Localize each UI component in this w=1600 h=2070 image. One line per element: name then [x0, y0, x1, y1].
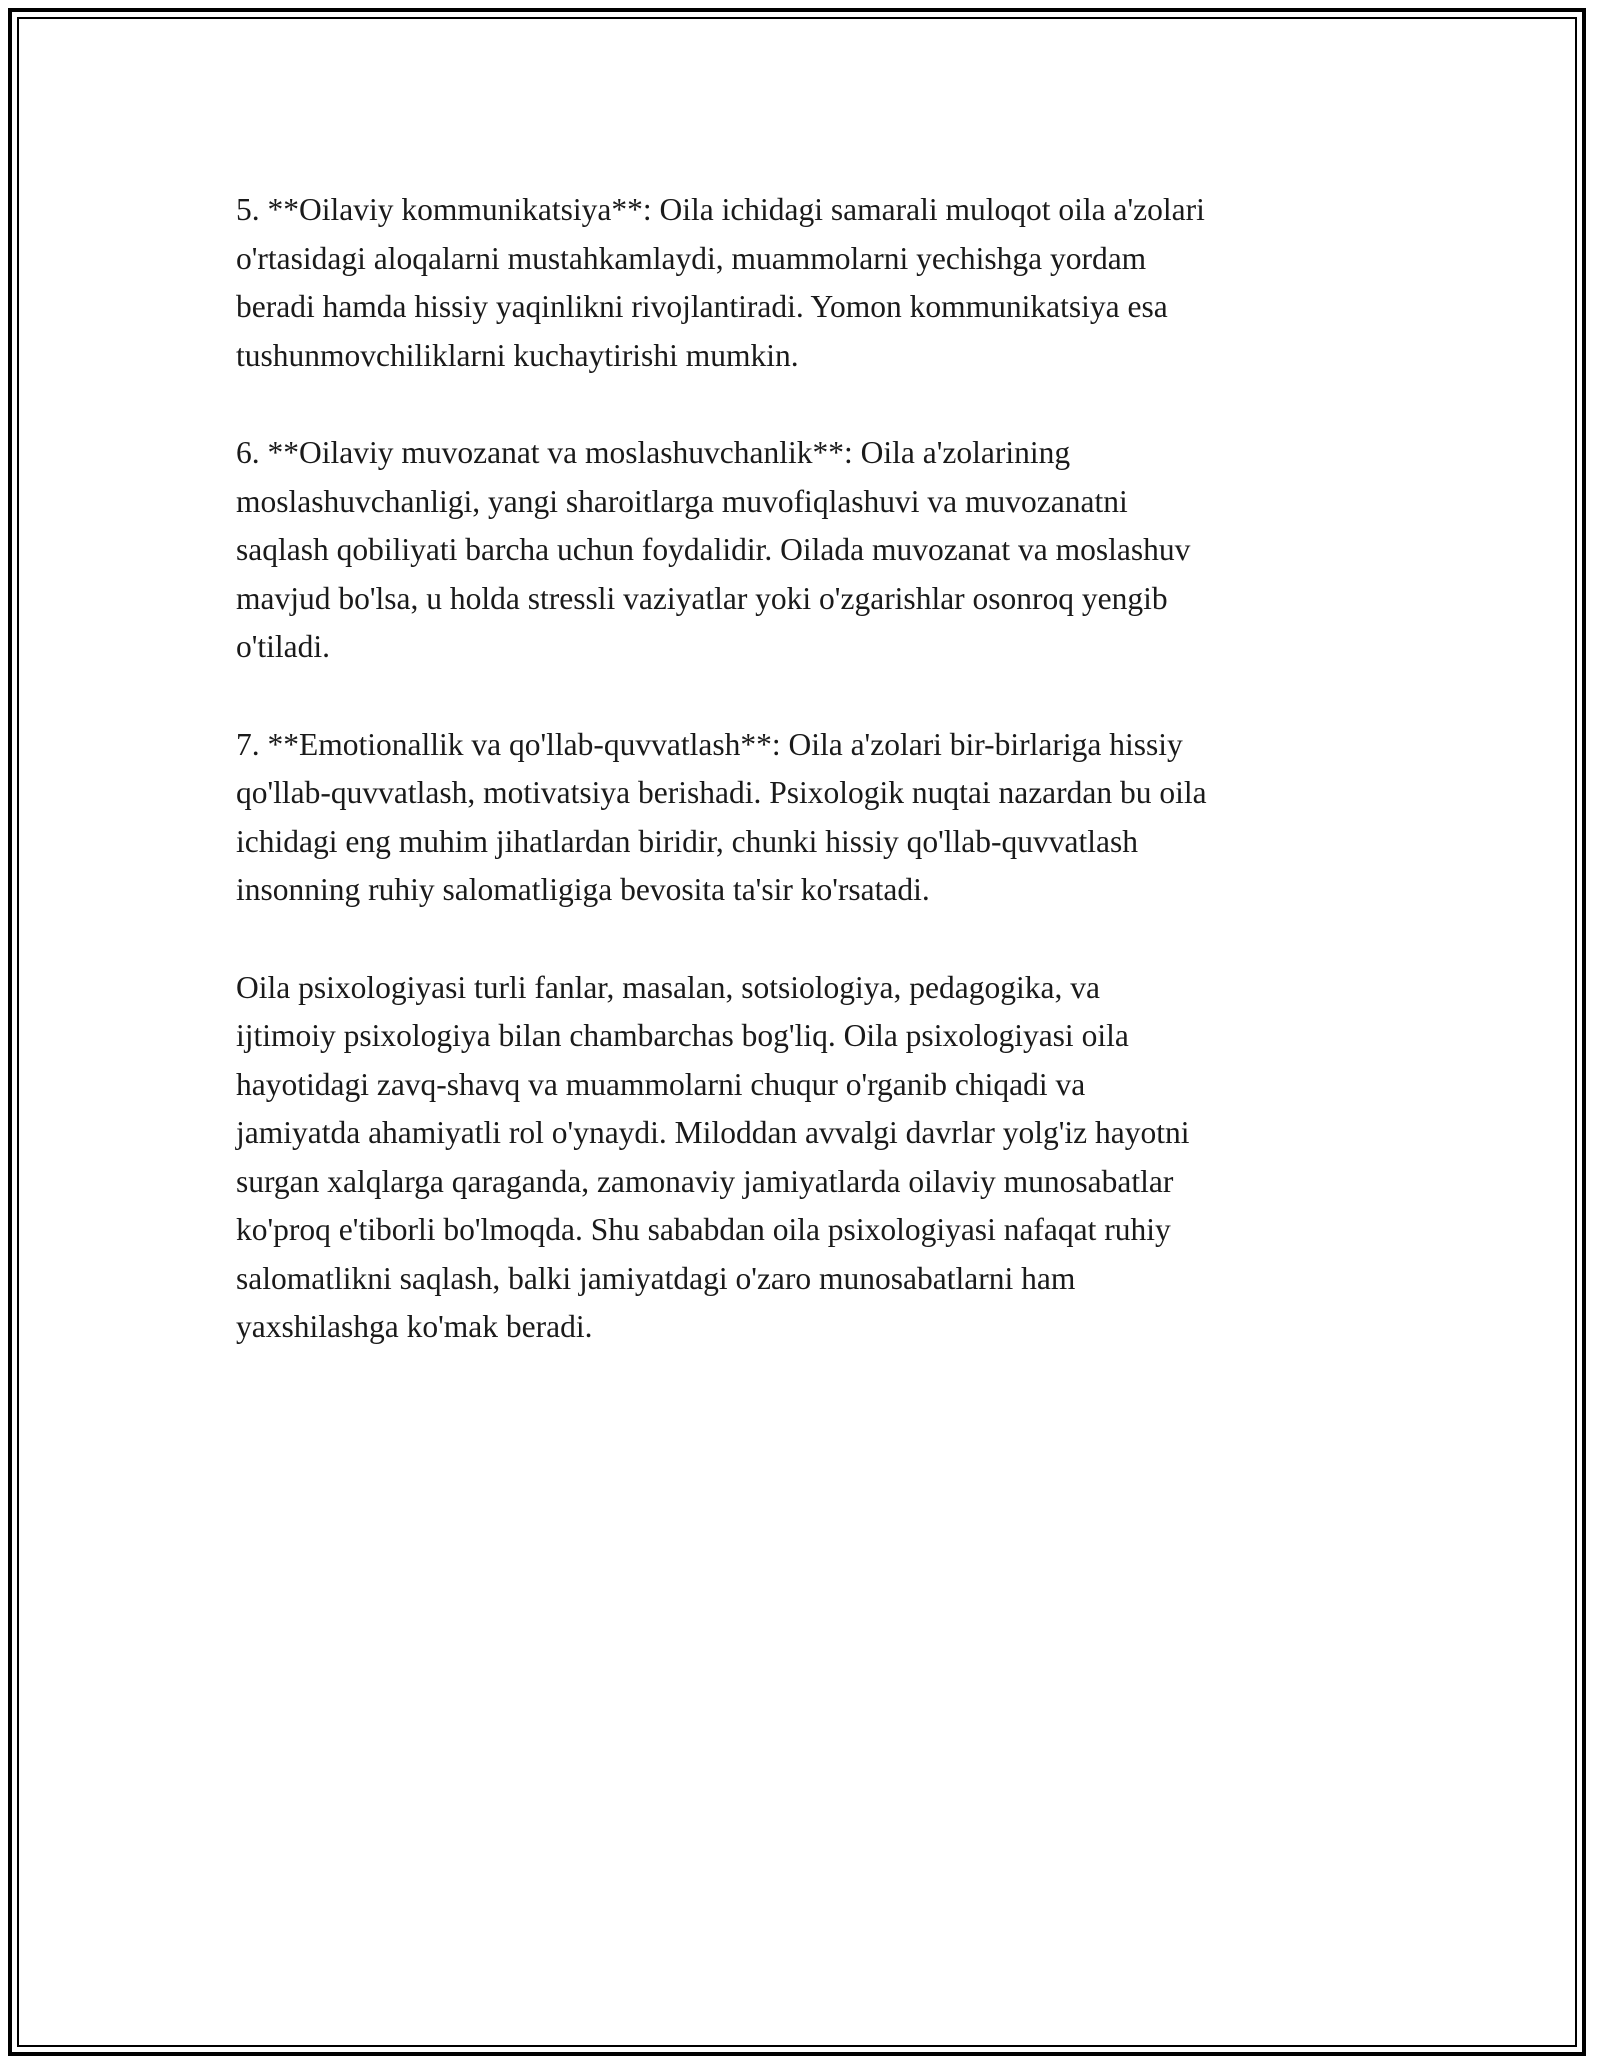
- text-line: Oila psixologiyasi turli fanlar, masalan, sotsiologiya, pedagogika, va: [236, 969, 1100, 1005]
- text-line: 6. **Oilaviy muvozanat va moslashuvchanlik**: Oila a'zolarining: [236, 435, 1071, 470]
- text-line: jamiyatda ahamiyatli rol o'ynaydi. Miloddan avvalgi davrlar yolg'iz hayotni: [236, 1115, 1190, 1150]
- text-line: o'tiladi.: [236, 629, 331, 664]
- text-line: salomatlikni saqlash, balki jamiyatdagi o'zaro munosabatlarni ham: [236, 1260, 1076, 1296]
- text-line: insonning ruhiy salomatligiga bevosita ta'sir ko'rsatadi.: [236, 872, 930, 907]
- text-line: hayotidagi zavq-shavq va muammolarni chuqur o'rganib chiqadi va: [236, 1066, 1086, 1102]
- paragraph-family-balance: [236, 429, 1376, 672]
- text-line: ijtimoiy psixologiya bilan chambarchas bog'liq. Oila psixologiyasi oila: [236, 1018, 1129, 1053]
- text-line: saqlash qobiliyati barcha uchun foydalidir. Oilada muvozanat va moslashuv: [236, 532, 1191, 567]
- text-line: mavjud bo'lsa, u holda stressli vaziyatlar yoki o'zgarishlar osonroq yengib: [236, 580, 1168, 616]
- text-line: yaxshilashga ko'mak beradi.: [236, 1309, 593, 1344]
- text-line: qo'llab-quvvatlash, motivatsiya berishadi. Psixologik nuqtai nazardan bu oila: [236, 775, 1207, 810]
- document-body: [236, 186, 1376, 1401]
- paragraph-family-communication: [236, 186, 1376, 380]
- text-line: surgan xalqlarga qaraganda, zamonaviy jamiyatlarda oilaviy munosabatlar: [236, 1163, 1174, 1199]
- text-line: 7. **Emotionallik va qo'llab-quvvatlash**: Oila a'zolari bir-birlariga hissiy: [236, 726, 1183, 762]
- paragraph-conclusion: [236, 964, 1376, 1352]
- text-line: 5. **Oilaviy kommunikatsiya**: Oila ichidagi samarali muloqot oila a'zolari: [236, 192, 1205, 227]
- text-line: o'rtasidagi aloqalarni mustahkamlaydi, muammolarni yechishga yordam: [236, 240, 1147, 276]
- text-line: tushunmovchiliklarni kuchaytirishi mumkin.: [236, 337, 799, 373]
- text-line: beradi hamda hissiy yaqinlikni rivojlantiradi. Yomon kommunikatsiya esa: [236, 289, 1168, 324]
- text-line: moslashuvchanligi, yangi sharoitlarga muvofiqlashuvi va muvozanatni: [236, 483, 1128, 519]
- text-line: ichidagi eng muhim jihatlardan biridir, chunki hissiy qo'llab-quvvatlash: [236, 823, 1138, 859]
- paragraph-emotional-support: [236, 721, 1376, 915]
- text-line: ko'proq e'tiborli bo'lmoqda. Shu sababdan oila psixologiyasi nafaqat ruhiy: [236, 1212, 1171, 1247]
